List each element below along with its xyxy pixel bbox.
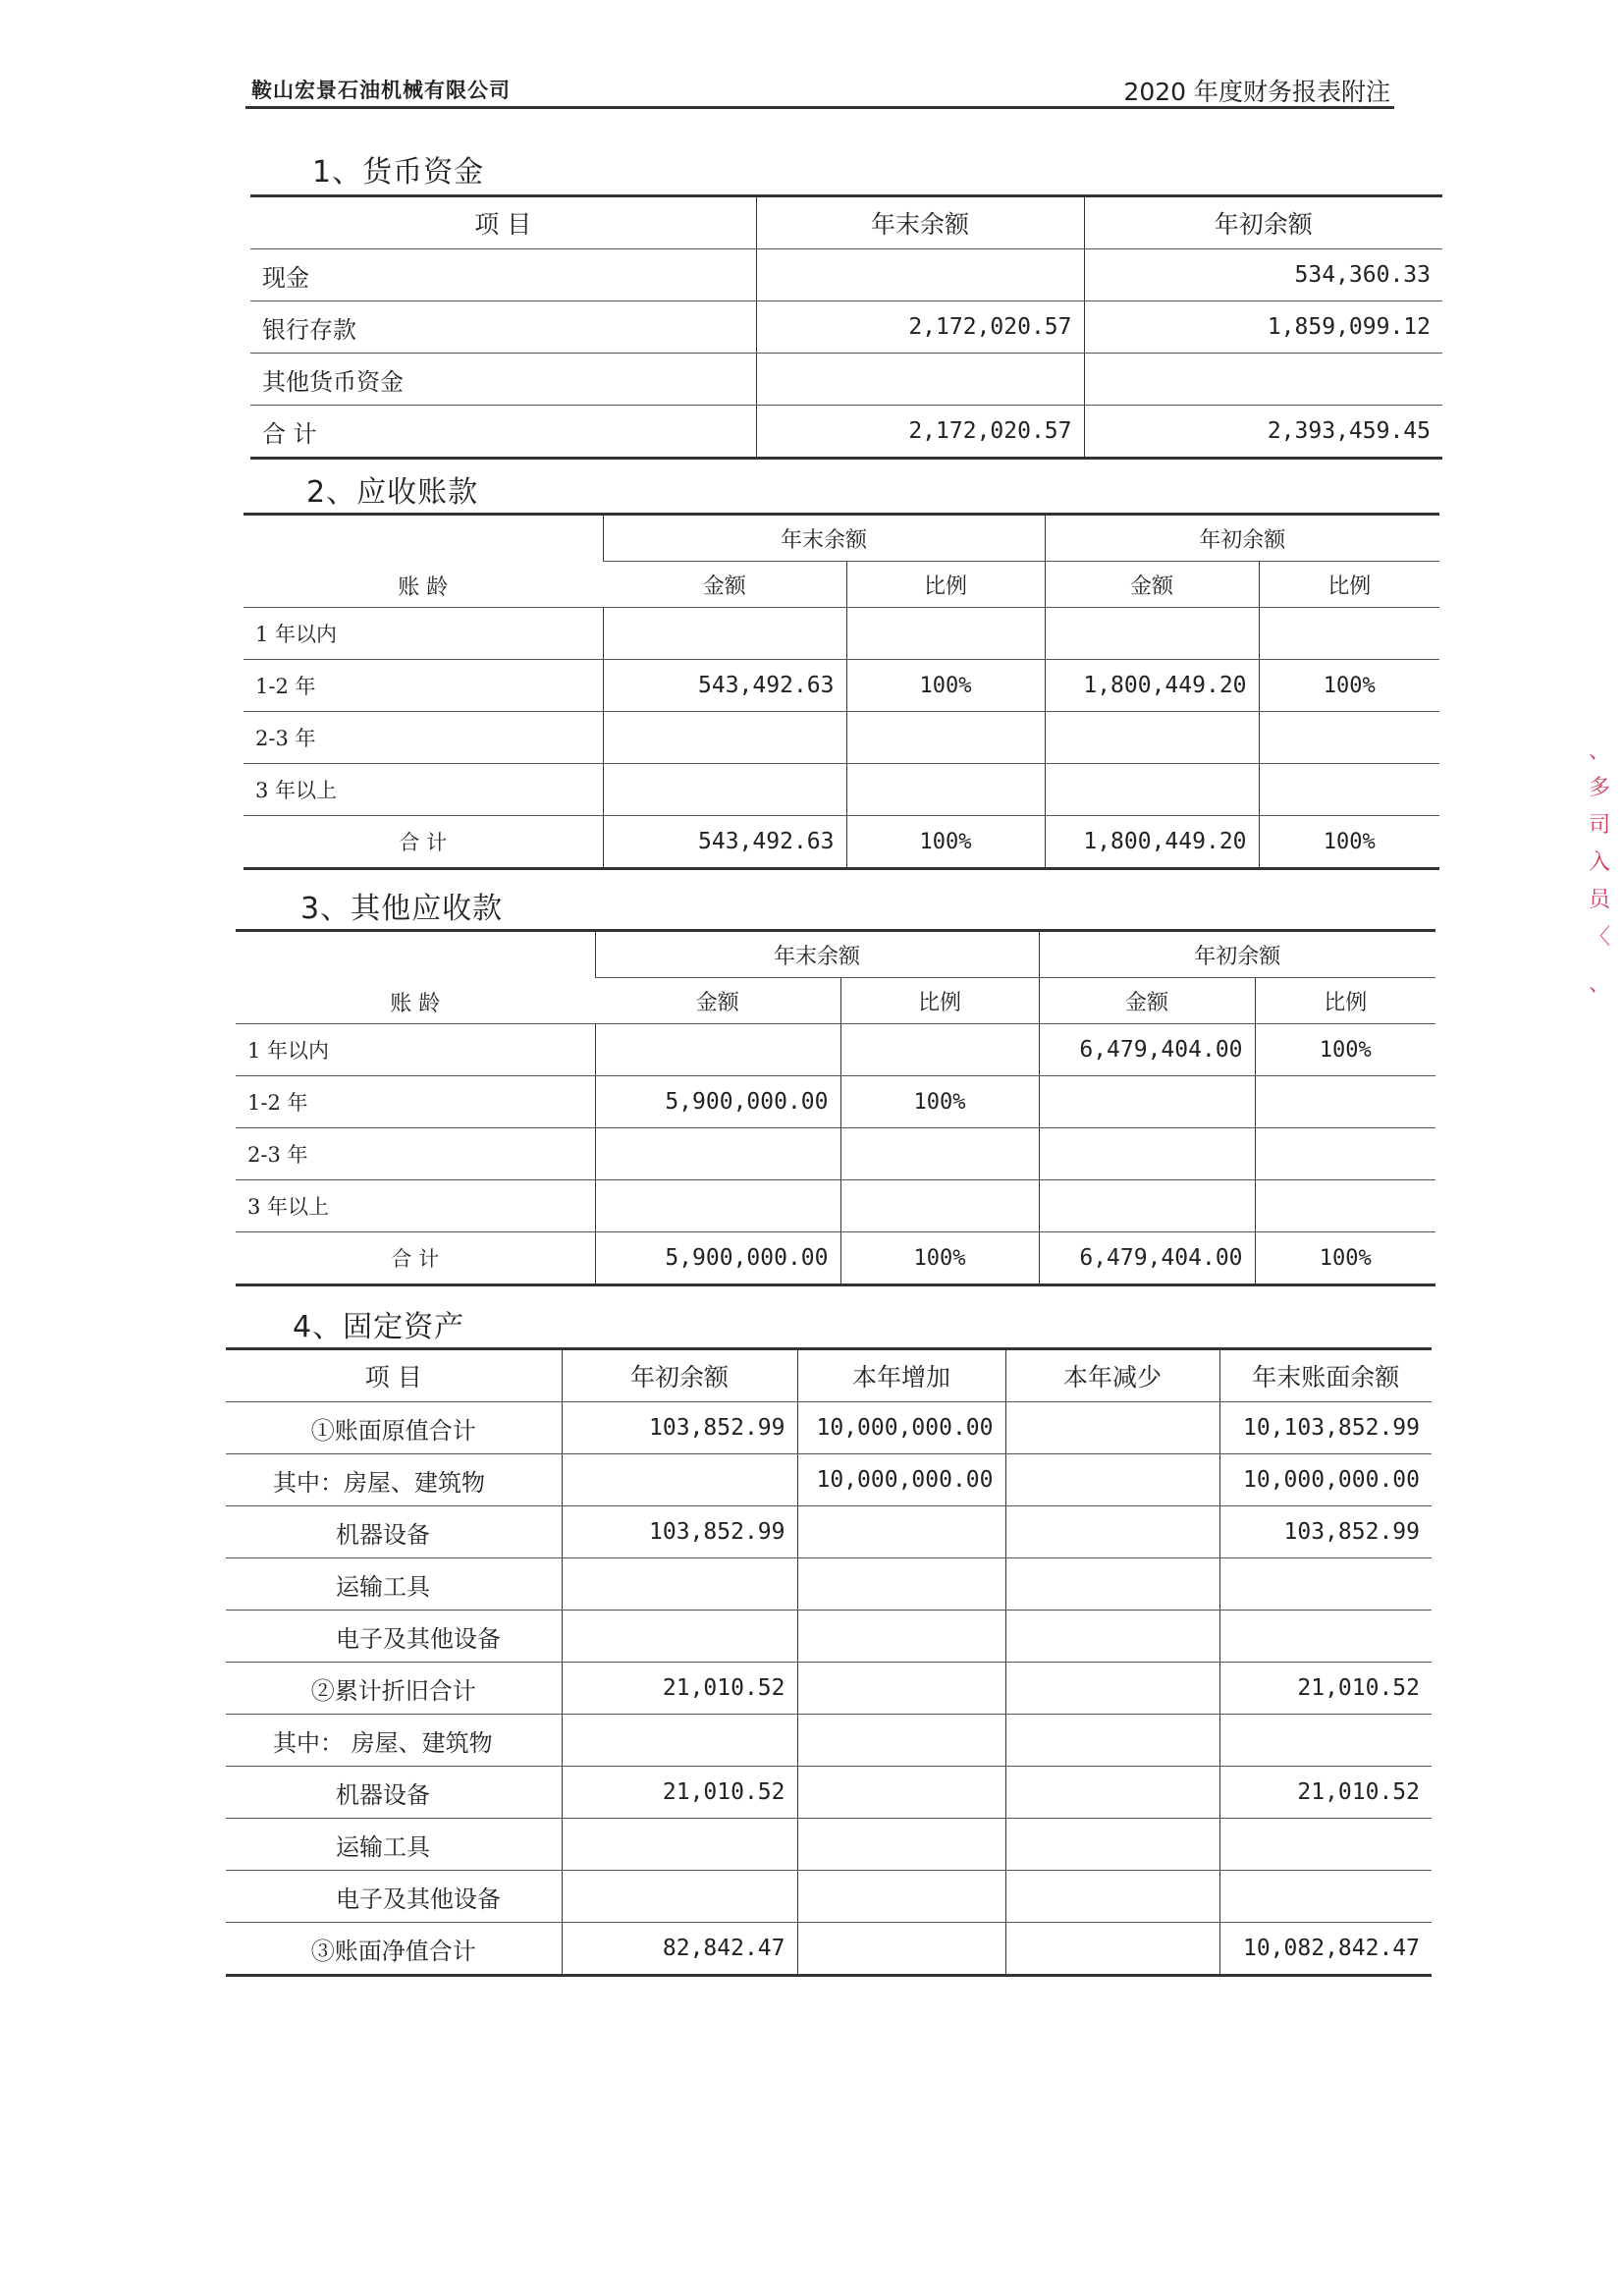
cell-value (756, 249, 1084, 301)
table-row (226, 1402, 1432, 1454)
cell-value: 100% (846, 660, 1045, 712)
cell-value (797, 1558, 1005, 1611)
row-label: 其中：房屋、建筑物 (226, 1454, 562, 1506)
cell-value (1039, 1180, 1255, 1232)
stamp-glyph: 、 (1589, 972, 1611, 997)
row-label-total: 合 计 (250, 406, 756, 459)
cell-value: 534,360.33 (1084, 249, 1442, 301)
row-label: 其他货币资金 (250, 354, 756, 406)
cell-value (603, 764, 846, 816)
cell-value (1005, 1506, 1219, 1558)
cell-value (1005, 1819, 1219, 1871)
cell-value (1084, 354, 1442, 406)
row-label: 电子及其他设备 (226, 1871, 562, 1923)
row-label: 1 年以内 (244, 608, 603, 660)
col-header-increase: 本年增加 (797, 1349, 1005, 1402)
cell-value (1039, 1076, 1255, 1128)
cell-value (797, 1767, 1005, 1819)
col-header-year-begin: 年初余额 (1084, 196, 1442, 249)
cell-value (1219, 1558, 1432, 1611)
cell-value (1255, 1128, 1435, 1180)
cell-value (603, 608, 846, 660)
cell-value (1005, 1558, 1219, 1611)
cell-value: 82,842.47 (562, 1923, 797, 1976)
cell-value (1005, 1715, 1219, 1767)
table-row (226, 1715, 1432, 1767)
section-title-cash: 1、货币资金 (312, 155, 485, 190)
cell-value (797, 1871, 1005, 1923)
cell-value: 100% (840, 1076, 1039, 1128)
stamp-glyph: 入 (1589, 850, 1611, 875)
cell-value: 10,000,000.00 (797, 1402, 1005, 1454)
cell-value (1045, 608, 1259, 660)
cell-value (1005, 1611, 1219, 1663)
col-header-year-end-book: 年末账面余额 (1219, 1349, 1432, 1402)
col-header-year-end: 年末余额 (756, 196, 1084, 249)
cell-value: 103,852.99 (562, 1402, 797, 1454)
cell-value: 2,172,020.57 (756, 301, 1084, 354)
table-row (226, 1819, 1432, 1871)
col-header-item: 项 目 (250, 196, 756, 249)
col-header-ratio: 比例 (840, 978, 1039, 1024)
cell-value (846, 764, 1045, 816)
section-title-fixed-assets: 4、固定资产 (293, 1310, 465, 1344)
page-header (245, 71, 1394, 109)
cell-value (1039, 1128, 1255, 1180)
cell-value (797, 1663, 1005, 1715)
row-label-total: 合 计 (236, 1232, 595, 1285)
section-title-receivables: 2、应收账款 (306, 475, 479, 510)
col-header-year-end: 年末余额 (595, 931, 1039, 978)
cell-value: 1,800,449.20 (1045, 660, 1259, 712)
col-header-decrease: 本年减少 (1005, 1349, 1219, 1402)
cell-value: 100% (1259, 660, 1439, 712)
table-header-row (244, 515, 1439, 562)
cell-value: 100% (840, 1232, 1039, 1285)
cell-value (1005, 1663, 1219, 1715)
cell-value: 5,900,000.00 (595, 1232, 840, 1285)
cell-value (1219, 1819, 1432, 1871)
cell-value (1045, 764, 1259, 816)
cell-value: 100% (846, 816, 1045, 869)
cell-value (1219, 1715, 1432, 1767)
cell-value (562, 1454, 797, 1506)
cell-value (1219, 1871, 1432, 1923)
cell-value: 543,492.63 (603, 660, 846, 712)
cell-value (1255, 1180, 1435, 1232)
cell-value (1005, 1871, 1219, 1923)
table-header-row (250, 196, 1442, 249)
cell-value (840, 1128, 1039, 1180)
cell-value: 2,393,459.45 (1084, 406, 1442, 459)
table-row (244, 608, 1439, 660)
col-header-amount: 金额 (603, 562, 846, 608)
table-row (250, 301, 1442, 354)
col-header-amount: 金额 (1039, 978, 1255, 1024)
cell-value: 100% (1255, 1232, 1435, 1285)
row-label: 2-3 年 (244, 712, 603, 764)
table-row (226, 1767, 1432, 1819)
table-row (236, 1024, 1435, 1076)
table-row (226, 1871, 1432, 1923)
section-title-other-receivables: 3、其他应收款 (300, 892, 504, 926)
table-row (226, 1506, 1432, 1558)
cell-value: 10,103,852.99 (1219, 1402, 1432, 1454)
col-header-year-end: 年末余额 (603, 515, 1045, 562)
cell-value (1219, 1611, 1432, 1663)
cell-value (562, 1871, 797, 1923)
cell-value (595, 1180, 840, 1232)
cell-value (1005, 1767, 1219, 1819)
cell-value (1045, 712, 1259, 764)
cell-value: 543,492.63 (603, 816, 846, 869)
stamp-glyph: 、 (1589, 739, 1611, 764)
cell-value: 100% (1255, 1024, 1435, 1076)
row-label: 运输工具 (226, 1558, 562, 1611)
row-label: 银行存款 (250, 301, 756, 354)
table-row (236, 1128, 1435, 1180)
cell-value: 2,172,020.57 (756, 406, 1084, 459)
total-row (226, 1923, 1432, 1976)
fixed-assets-table (226, 1347, 1432, 1977)
row-label: 3 年以上 (244, 764, 603, 816)
document-title: 2020 年度财务报表附注 (1123, 78, 1390, 106)
table-row (226, 1663, 1432, 1715)
cell-value (846, 712, 1045, 764)
cell-value (562, 1558, 797, 1611)
cell-value (562, 1715, 797, 1767)
receivables-table (244, 513, 1439, 870)
other-receivables-table (236, 929, 1435, 1286)
cell-value (603, 712, 846, 764)
cell-value (595, 1024, 840, 1076)
total-row (236, 1232, 1435, 1285)
cell-value (797, 1506, 1005, 1558)
cell-value (840, 1180, 1039, 1232)
cell-value (1005, 1923, 1219, 1976)
cell-value (1259, 712, 1439, 764)
company-name: 鞍山宏景石油机械有限公司 (251, 79, 511, 102)
table-row (244, 660, 1439, 712)
cell-value (1259, 764, 1439, 816)
col-header-year-begin: 年初余额 (1045, 515, 1439, 562)
cell-value (595, 1128, 840, 1180)
table-row (250, 249, 1442, 301)
table-row (236, 1180, 1435, 1232)
col-header-item: 项 目 (226, 1349, 562, 1402)
cash-table (250, 194, 1442, 460)
row-label: 1-2 年 (244, 660, 603, 712)
cell-value: 5,900,000.00 (595, 1076, 840, 1128)
cell-value: 103,852.99 (562, 1506, 797, 1558)
col-header-year-begin: 年初余额 (562, 1349, 797, 1402)
table-row (226, 1558, 1432, 1611)
col-header-ratio: 比例 (1259, 562, 1439, 608)
stamp-glyph: 〈 (1589, 925, 1611, 950)
row-label-total: 合 计 (244, 816, 603, 869)
cell-value: 6,479,404.00 (1039, 1232, 1255, 1285)
table-row (226, 1611, 1432, 1663)
col-header-amount: 金额 (595, 978, 840, 1024)
table-row (236, 1076, 1435, 1128)
col-header-ratio: 比例 (846, 562, 1045, 608)
row-label: 3 年以上 (236, 1180, 595, 1232)
cell-value (797, 1923, 1005, 1976)
cell-value (1255, 1076, 1435, 1128)
row-label: 2-3 年 (236, 1128, 595, 1180)
row-label: ②累计折旧合计 (226, 1663, 562, 1715)
cell-value (1005, 1402, 1219, 1454)
cell-value: 1,859,099.12 (1084, 301, 1442, 354)
col-header-amount: 金额 (1045, 562, 1259, 608)
cell-value (797, 1611, 1005, 1663)
cell-value: 10,082,842.47 (1219, 1923, 1432, 1976)
row-label: 其中： 房屋、建筑物 (226, 1715, 562, 1767)
table-header-row (236, 931, 1435, 978)
table-row (226, 1454, 1432, 1506)
cell-value (840, 1024, 1039, 1076)
table-row (244, 712, 1439, 764)
table-row (244, 764, 1439, 816)
row-label: 机器设备 (226, 1767, 562, 1819)
total-row (244, 816, 1439, 869)
row-label: 现金 (250, 249, 756, 301)
cell-value (846, 608, 1045, 660)
cell-value: 1,800,449.20 (1045, 816, 1259, 869)
stamp-glyph: 员 (1589, 888, 1611, 912)
cell-value: 6,479,404.00 (1039, 1024, 1255, 1076)
col-header-ratio: 比例 (1255, 978, 1435, 1024)
cell-value: 21,010.52 (562, 1767, 797, 1819)
cell-value (756, 354, 1084, 406)
cell-value (562, 1819, 797, 1871)
cell-value: 21,010.52 (1219, 1767, 1432, 1819)
col-header-age: 账 龄 (244, 515, 603, 608)
cell-value (562, 1611, 797, 1663)
row-label: 机器设备 (226, 1506, 562, 1558)
cell-value: 10,000,000.00 (1219, 1454, 1432, 1506)
cell-value (797, 1715, 1005, 1767)
row-label-total: ③账面净值合计 (226, 1923, 562, 1976)
cell-value: 21,010.52 (562, 1663, 797, 1715)
cell-value: 10,000,000.00 (797, 1454, 1005, 1506)
row-label: ①账面原值合计 (226, 1402, 562, 1454)
table-row (250, 354, 1442, 406)
cell-value: 100% (1259, 816, 1439, 869)
row-label: 1 年以内 (236, 1024, 595, 1076)
cell-value: 103,852.99 (1219, 1506, 1432, 1558)
col-header-age: 账 龄 (236, 931, 595, 1024)
cell-value (1259, 608, 1439, 660)
cell-value: 21,010.52 (1219, 1663, 1432, 1715)
stamp-glyph: 司 (1589, 813, 1611, 838)
col-header-year-begin: 年初余额 (1039, 931, 1435, 978)
total-row (250, 406, 1442, 459)
cell-value (1005, 1454, 1219, 1506)
row-label: 电子及其他设备 (226, 1611, 562, 1663)
row-label: 1-2 年 (236, 1076, 595, 1128)
row-label: 运输工具 (226, 1819, 562, 1871)
stamp-glyph: 多 (1589, 776, 1611, 800)
table-header-row (226, 1349, 1432, 1402)
cell-value (797, 1819, 1005, 1871)
